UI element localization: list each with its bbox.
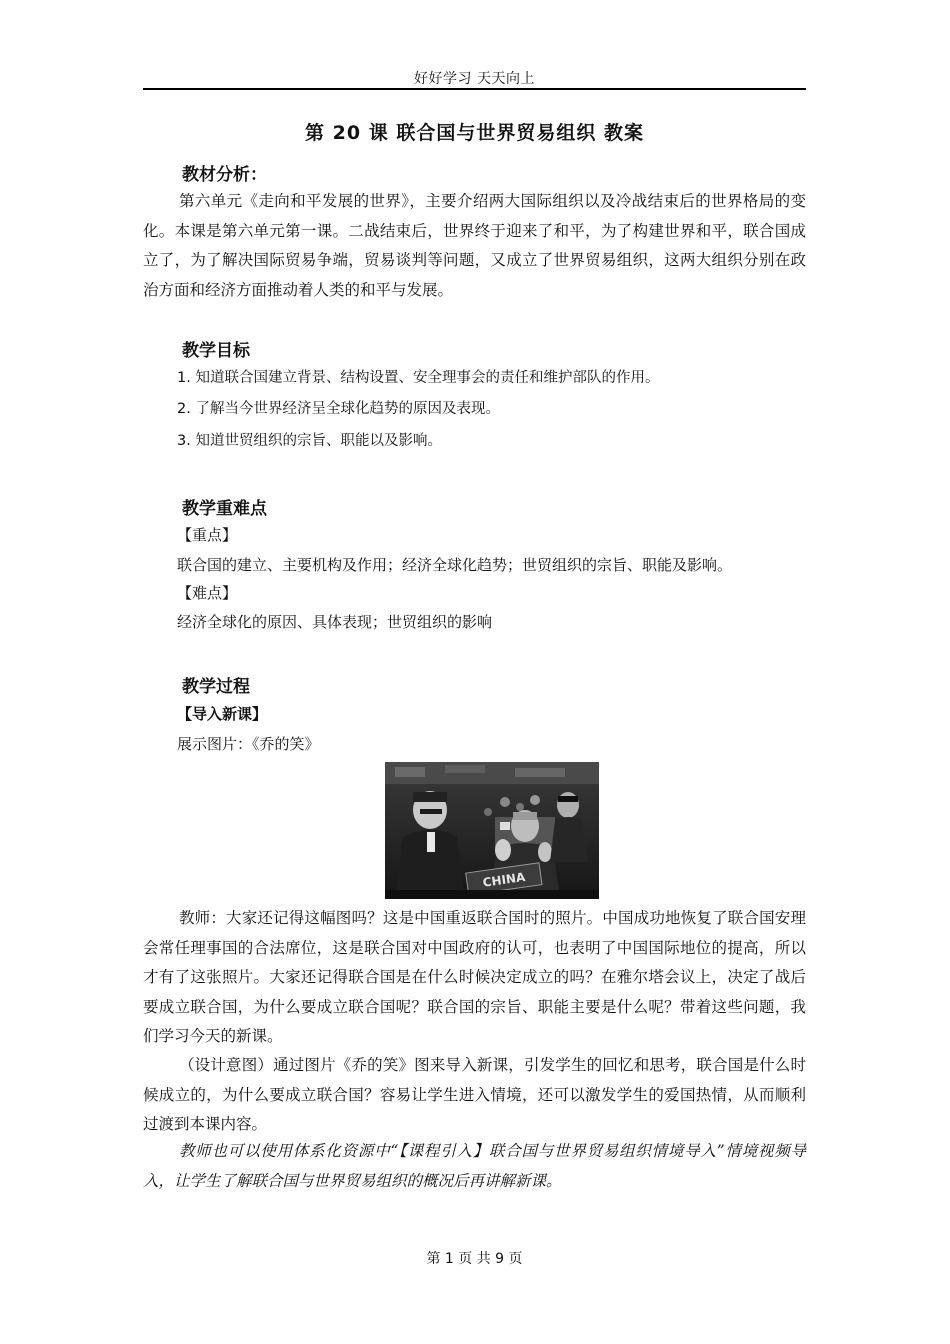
key-label: 【重点】: [177, 526, 238, 544]
page-footer: 第 1 页 共 9 页: [426, 1251, 523, 1267]
objective-item-3: 3. 知道世贸组织的宗旨、职能以及影响。: [177, 433, 442, 449]
process-heading: 教学过程: [182, 677, 250, 697]
show-image-text: 展示图片：《乔的笑》: [177, 735, 320, 753]
teacher-paragraph: 教师：大家还记得这幅图吗？这是中国重返联合国时的照片。中国成功地恢复了联合国安理会常任理事国的合法席位，这是联合国对中国政府的认可，也表明了中国国际地位的提高，所以才有了这张照片。大家还记得联合国是在什么时候决定成立的吗？在雅尔塔会议上，决定了战后要成立联合国，为什么要成立联合国呢？联合国的宗旨、职能主要是什么呢？带着这些问题，我们学习今天的新课。: [143, 909, 806, 1045]
teacher-note-paragraph: 教师也可以使用体系化资源中“【课程引入】联合国与世界贸易组织情境导入”情境视频导入，让学生了解联合国与世界贸易组织的概况后再讲解新课。: [143, 1142, 806, 1190]
page-header: 好好学习 天天向上: [414, 71, 535, 87]
header-rule: [143, 88, 806, 90]
qiao-laugh-photo: [385, 762, 599, 899]
difficult-label: 【难点】: [177, 584, 238, 602]
key-points-heading: 教学重难点: [182, 499, 267, 519]
analysis-paragraph: 第六单元《走向和平发展的世界》，主要介绍两大国际组织以及冷战结束后的世界格局的变化。本课是第六单元第一课。二战结束后，世界终于迎来了和平，为了构建世界和平，联合国成立了，为了解决国际贸易争端，贸易谈判等问题，又成立了世界贸易组织，这两大组织分别在政治方面和经济方面推动着人类的和平与发展。: [143, 192, 806, 299]
objectives-heading: 教学目标: [182, 341, 250, 361]
intro-label: 【导入新课】: [177, 705, 268, 723]
china-sign-text: CHINA: [481, 869, 527, 890]
key-text: 联合国的建立、主要机构及作用；经济全球化趋势；世贸组织的宗旨、职能及影响。: [177, 556, 733, 574]
design-intent-paragraph: （设计意图）通过图片《乔的笑》图来导入新课，引发学生的回忆和思考，联合国是什么时候成立的，为什么要成立联合国？容易让学生进入情境，还可以激发学生的爱国热情，从而顺利过渡到本课内容。: [143, 1056, 806, 1133]
document-title: 第 20 课 联合国与世界贸易组织 教案: [305, 122, 644, 144]
difficult-text: 经济全球化的原因、具体表现；世贸组织的影响: [177, 613, 493, 631]
analysis-heading: 教材分析：: [182, 165, 267, 185]
objective-item-2: 2. 了解当今世界经济呈全球化趋势的原因及表现。: [177, 401, 500, 417]
objective-item-1: 1. 知道联合国建立背景、结构设置、安全理事会的责任和维护部队的作用。: [177, 370, 660, 386]
